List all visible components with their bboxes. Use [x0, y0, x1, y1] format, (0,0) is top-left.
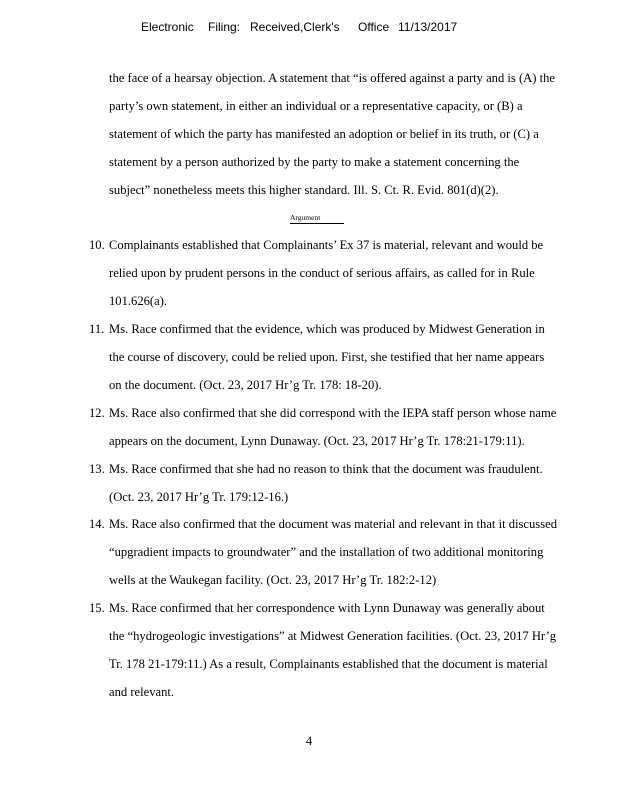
paragraph-line: Ms. Race confirmed that her correspondence with Lynn Dunaway was generally about: [109, 601, 545, 615]
paragraph-line: on the document. (Oct. 23, 2017 Hr’g Tr. 178: 18-20).: [109, 378, 382, 392]
paragraph-number: 11.: [89, 322, 105, 336]
paragraph-number: 12.: [89, 406, 105, 420]
paragraph-line: 101.626(a).: [109, 294, 168, 308]
intro-line: statement by a person authorized by the party to make a statement concerning the: [109, 155, 520, 169]
paragraph-line: the course of discovery, could be relied upon. First, she testified that her name appears: [109, 350, 545, 364]
paragraph-line: relied upon by prudent persons in the conduct of serious affairs, as called for in Rule: [109, 266, 535, 280]
paragraph-line: the “hydrogeologic investigations” at Midwest Generation facilities. (Oct. 23, 2017 Hr’g: [109, 629, 557, 643]
paragraph-line: Ms. Race also confirmed that the document was material and relevant in that it discussed: [109, 517, 557, 531]
intro-line: subject” nonetheless meets this higher standard. Ill. S. Ct. R. Evid. 801(d)(2).: [109, 183, 499, 197]
paragraph-line: Ms. Race also confirmed that she did correspond with the IEPA staff person whose name: [109, 406, 557, 420]
page-number: 4: [305, 734, 313, 748]
header-date: 11/13/2017: [398, 20, 458, 34]
paragraph-line: “upgradient impacts to groundwater” and the installation of two additional monitoring: [109, 545, 544, 559]
paragraph-line: Ms. Race confirmed that she had no reason to think that the document was fraudulent.: [109, 462, 543, 476]
header-filing: Filing:: [208, 20, 241, 34]
intro-line: the face of a hearsay objection. A statement that “is offered against a party and is (A) the: [109, 71, 555, 85]
paragraph-number: 13.: [89, 462, 105, 476]
paragraph-line: (Oct. 23, 2017 Hr’g Tr. 179:12-16.): [109, 490, 289, 504]
paragraph-line: Tr. 178 21-179:11.) As a result, Complainants established that the document is material: [109, 657, 548, 671]
paragraph-number: 10.: [89, 238, 105, 252]
intro-line: party’s own statement, in either an individual or a representative capacity, or (B) a: [109, 99, 523, 113]
header-received: Received,Clerk's: [250, 20, 340, 34]
paragraph-line: wells at the Waukegan facility. (Oct. 23, 2017 Hr’g Tr. 182:2-12): [109, 573, 437, 587]
section-heading: Argument: [290, 213, 321, 222]
paragraph-line: Ms. Race confirmed that the evidence, which was produced by Midwest Generation in: [109, 322, 545, 336]
paragraph-line: Complainants established that Complainants’ Ex 37 is material, relevant and would be: [109, 238, 544, 252]
paragraph-number: 15.: [89, 601, 105, 615]
heading-underline: [290, 223, 344, 224]
paragraph-line: appears on the document, Lynn Dunaway. (Oct. 23, 2017 Hr’g Tr. 178:21-179:11).: [109, 434, 525, 448]
paragraph-number: 14.: [89, 517, 105, 531]
header-electronic: Electronic: [141, 20, 194, 34]
header-office: Office: [358, 20, 390, 34]
intro-line: statement of which the party has manifested an adoption or belief in its truth, or (C) a: [109, 127, 539, 141]
paragraph-line: and relevant.: [109, 685, 175, 699]
